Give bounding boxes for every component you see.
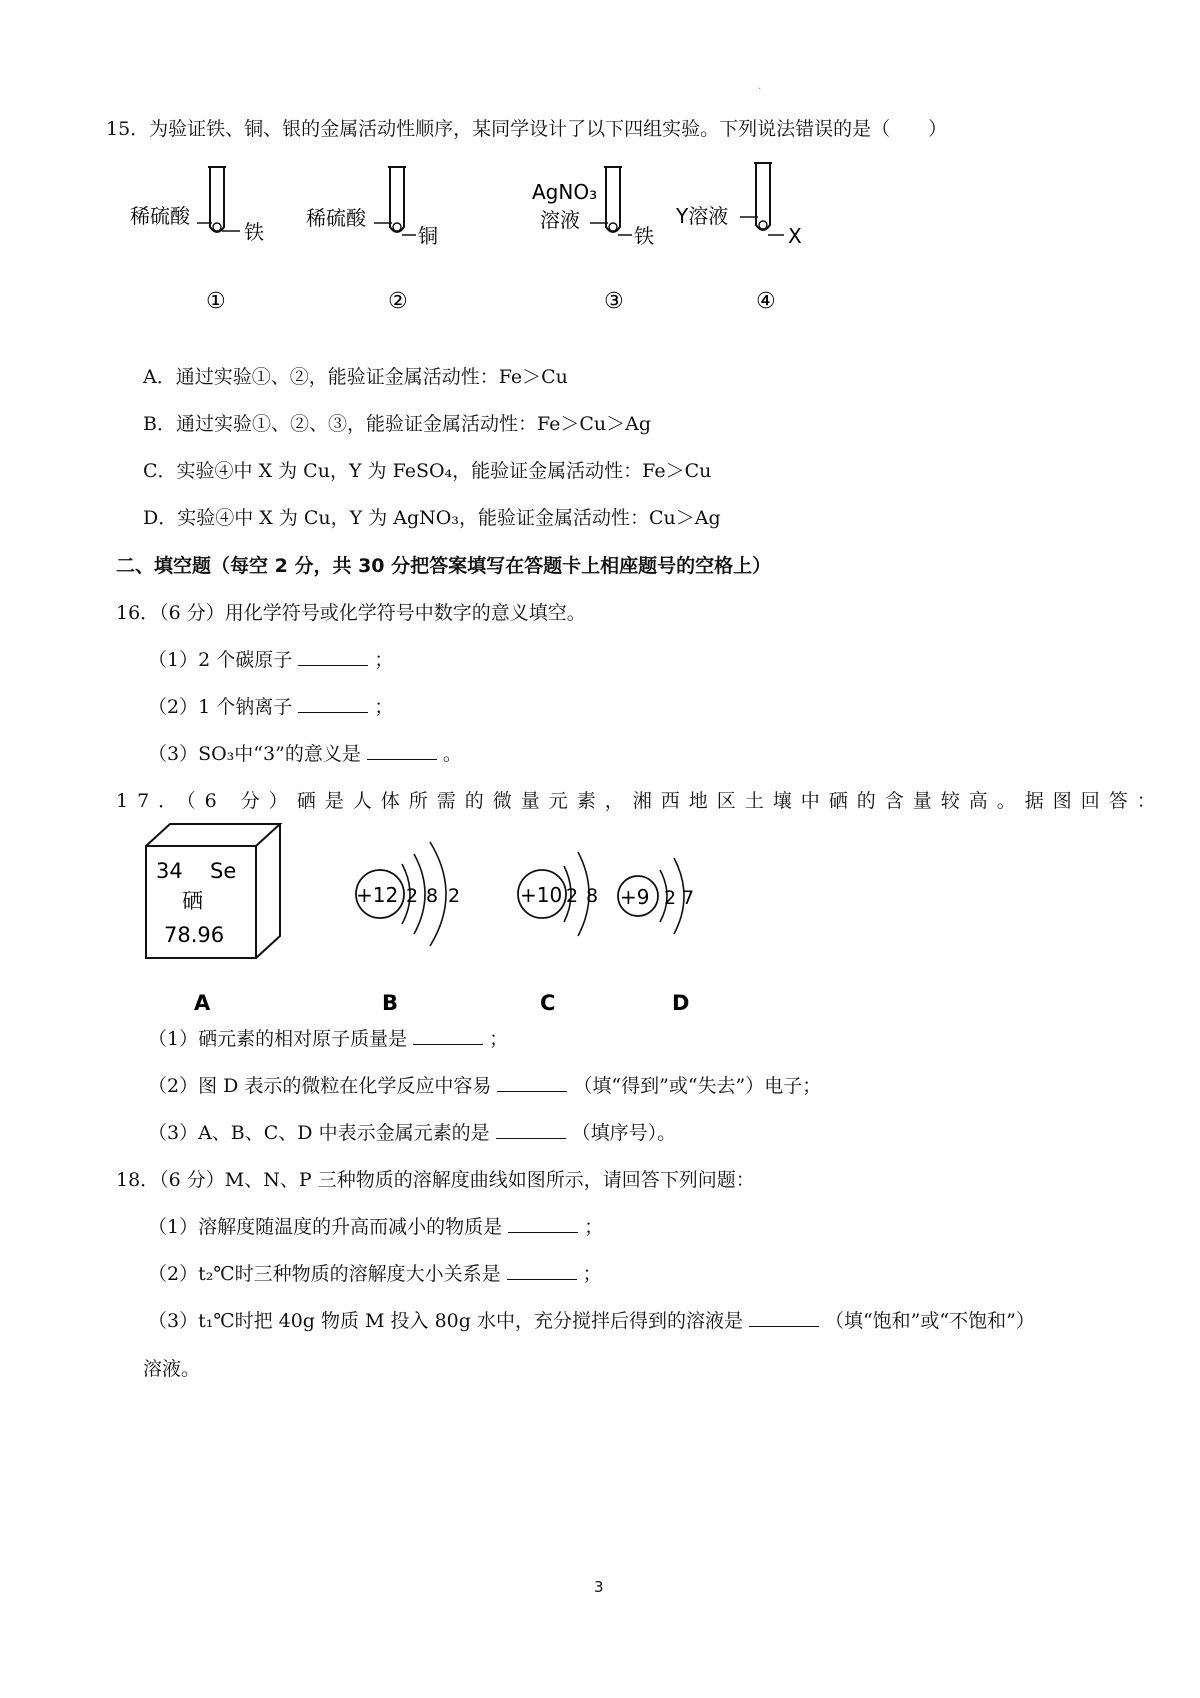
q15-option-a: A．通过实验①、②，能验证金属活动性：Fe＞Cu (143, 366, 568, 388)
answer-blank[interactable] (497, 1073, 567, 1092)
answer-blank[interactable] (298, 694, 368, 713)
figure-label-b: B (382, 991, 399, 1015)
figure-label-a: A (194, 991, 211, 1015)
q17-part-3-text: （3）A、B、C、D 中表示金属元素的是 (148, 1122, 490, 1144)
q15-option-c: C．实验④中 X 为 Cu，Y 为 FeSO₄，能验证金属活动性：Fe＞Cu (143, 460, 712, 482)
shell-electrons: 7 (682, 887, 695, 909)
q18-part-3-continuation: 溶液。 (143, 1358, 201, 1380)
test-tube-4 (675, 163, 802, 314)
q17-part-1-text: （1）硒元素的相对原子质量是 (148, 1028, 408, 1050)
nucleus-charge: +9 (620, 885, 650, 909)
element-symbol: Se (210, 859, 237, 883)
q17-figure (130, 820, 770, 1015)
tube-4-solution: Y溶液 (676, 204, 729, 228)
nucleus-charge: +12 (356, 883, 399, 907)
punctuation: ； (584, 1216, 604, 1238)
tube-4-label: ④ (756, 289, 776, 314)
shell-electrons: 2 (406, 885, 419, 907)
q16-part-2 (148, 694, 393, 720)
q18-part-2 (148, 1261, 602, 1287)
atom-structure-d (618, 858, 694, 934)
shell-electrons: 8 (426, 885, 439, 907)
q18-part-3-text: （3）t₁℃时把 40g 物质 M 投入 80g 水中，充分搅拌后得到的溶液是 (148, 1310, 743, 1332)
q16-stem: 16．（6 分）用化学符号或化学符号中数字的意义填空。 (116, 602, 586, 624)
periodic-cell (146, 824, 280, 958)
test-tube-3 (532, 167, 654, 314)
answer-blank[interactable] (749, 1308, 819, 1327)
q15-stem: 15．为验证铁、铜、银的金属活动性顺序，某同学设计了以下四组实验。下列说法错误的是（ ） (106, 118, 948, 140)
q18-part-1 (148, 1214, 603, 1240)
atomic-mass: 78.96 (164, 923, 225, 947)
shell-electrons: 2 (566, 885, 579, 907)
q18-part-1-text: （1）溶解度随温度的升高而减小的物质是 (148, 1216, 503, 1238)
tube-3-label: ③ (604, 289, 624, 314)
test-tube-1 (130, 167, 264, 314)
q16-part-3-text: （3）SO₃中“3”的意义是 (148, 743, 361, 765)
shell-electrons: 8 (586, 885, 599, 907)
tube-3-metal: 铁 (634, 224, 654, 248)
atomic-number: 34 (156, 859, 183, 883)
q16-part-1-text: （1）2 个碳原子 (148, 649, 293, 671)
tube-2-label: ② (388, 289, 408, 314)
tube-3-solution: AgNO₃ (532, 180, 598, 204)
q17-stem: 17．（6 分）硒是人体所需的微量元素，湘西地区土壤中硒的含量较高。据图回答： (116, 790, 1165, 812)
figure-label-c: C (540, 991, 556, 1015)
punctuation: ； (374, 696, 394, 718)
q15-test-tubes-figure (120, 155, 840, 320)
punctuation: ； (582, 1263, 602, 1285)
q15-option-d: D．实验④中 X 为 Cu，Y 为 AgNO₃，能验证金属活动性：Cu＞Ag (143, 507, 721, 529)
test-tube-2 (306, 167, 438, 314)
punctuation: ； (489, 1028, 509, 1050)
nucleus-charge: +10 (520, 883, 563, 907)
q18-part-3-tail: （填“饱和”或“不饱和”） (824, 1310, 1035, 1332)
q17-part-1 (148, 1026, 508, 1052)
answer-blank[interactable] (298, 647, 368, 666)
q18-stem: 18．（6 分）M、N、P 三种物质的溶解度曲线如图所示，请回答下列问题： (116, 1169, 755, 1191)
q16-part-1 (148, 647, 393, 673)
top-dot: · (758, 84, 762, 95)
answer-blank[interactable] (413, 1026, 483, 1045)
shell-electrons: 2 (448, 885, 461, 907)
answer-blank[interactable] (508, 1214, 578, 1233)
q16-part-3 (148, 741, 462, 767)
shell-electrons: 2 (664, 887, 677, 909)
punctuation: ； (374, 649, 394, 671)
element-name: 硒 (182, 889, 203, 913)
q15-option-b: B．通过实验①、②、③，能验证金属活动性：Fe＞Cu＞Ag (143, 413, 652, 435)
punctuation: 。 (442, 743, 462, 765)
section-2-heading: 二、填空题（每空 2 分，共 30 分把答案填写在答题卡上相座题号的空格上） (116, 555, 772, 577)
atom-structure-c (518, 852, 598, 936)
q17-part-2 (148, 1073, 821, 1099)
q17-part-3 (148, 1120, 676, 1146)
tube-1-label: ① (206, 289, 226, 314)
answer-blank[interactable] (496, 1120, 566, 1139)
answer-blank[interactable] (367, 741, 437, 760)
tube-2-metal: 铜 (418, 224, 438, 248)
q17-part-3-tail: （填序号）。 (571, 1122, 677, 1144)
answer-blank[interactable] (507, 1261, 577, 1280)
tube-1-metal: 铁 (244, 220, 264, 244)
tube-3-solution-line2: 溶液 (540, 208, 580, 232)
q16-part-2-text: （2）1 个钠离子 (148, 696, 293, 718)
page-number: 3 (594, 1578, 604, 1596)
q18-part-2-text: （2）t₂℃时三种物质的溶解度大小关系是 (148, 1263, 501, 1285)
tube-1-solution: 稀硫酸 (130, 204, 190, 228)
q18-part-3 (148, 1308, 1035, 1334)
atom-structure-b (356, 842, 460, 946)
tube-4-metal: X (788, 224, 802, 248)
q17-part-2-tail: （填“得到”或“失去”）电子； (573, 1075, 822, 1097)
q17-part-2-text: （2）图 D 表示的微粒在化学反应中容易 (148, 1075, 492, 1097)
tube-2-solution: 稀硫酸 (306, 206, 366, 230)
figure-label-d: D (672, 991, 690, 1015)
